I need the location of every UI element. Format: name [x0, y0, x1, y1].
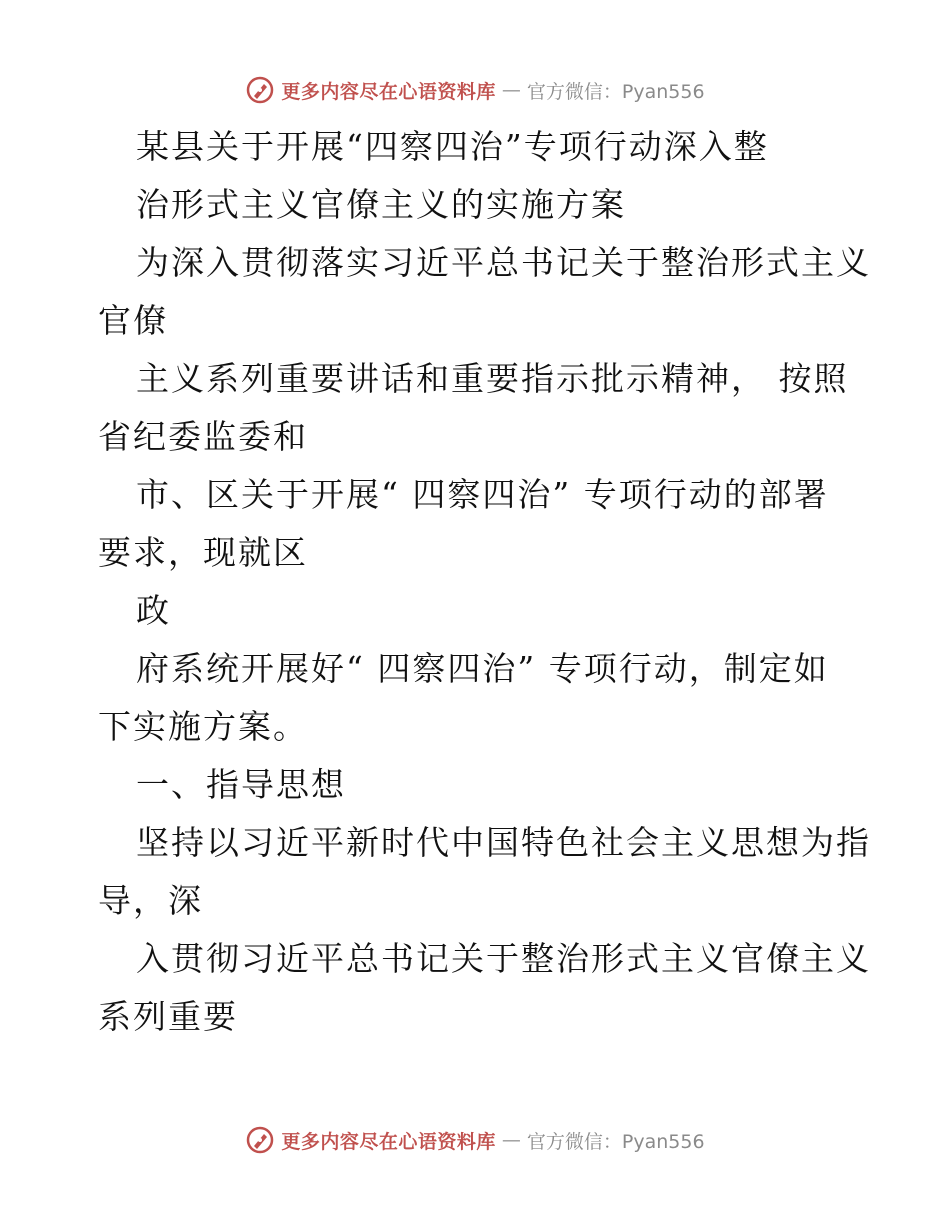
document-line: 导，深: [98, 881, 203, 920]
document-line: 主义系列重要讲话和重要指示批示精神， 按照: [136, 359, 849, 398]
document-line: 市、区关于开展“ 四察四治” 专项行动的部署: [136, 475, 829, 514]
banner-wechat-text: 官方微信：Pyan556: [526, 80, 705, 103]
banner-main-text: 更多内容尽在心语资料库: [281, 80, 496, 103]
document-line: 下实施方案。: [98, 707, 308, 746]
banner-separator: —: [501, 79, 521, 101]
document-line: 省纪委监委和: [98, 417, 308, 456]
document-line: 入贯彻习近平总书记关于整治形式主义官僚主义: [136, 939, 871, 978]
document-line: 治形式主义官僚主义的实施方案: [136, 185, 626, 224]
document-body: [98, 118, 871, 1046]
document-line: 一、指导思想: [136, 765, 346, 804]
pen-seal-icon: [245, 75, 275, 105]
document-line: 系列重要: [98, 997, 238, 1036]
document-line: 府系统开展好“ 四察四治” 专项行动，制定如: [136, 649, 829, 688]
pen-seal-icon: [245, 1125, 275, 1155]
document-line: 为深入贯彻落实习近平总书记关于整治形式主义: [136, 243, 871, 282]
banner-wechat-text: 官方微信：Pyan556: [526, 1130, 705, 1153]
banner-main-text: 更多内容尽在心语资料库: [281, 1130, 496, 1153]
banner-separator: —: [501, 1129, 521, 1151]
document-line: 坚持以习近平新时代中国特色社会主义思想为指: [136, 823, 871, 862]
document-line: 某县关于开展“四察四治”专项行动深入整: [136, 127, 769, 166]
document-line: 政: [136, 591, 171, 630]
document-line: 官僚: [98, 301, 168, 340]
document-line: 要求，现就区: [98, 533, 308, 572]
header-banner: [0, 72, 950, 108]
footer-banner: [0, 1122, 950, 1158]
